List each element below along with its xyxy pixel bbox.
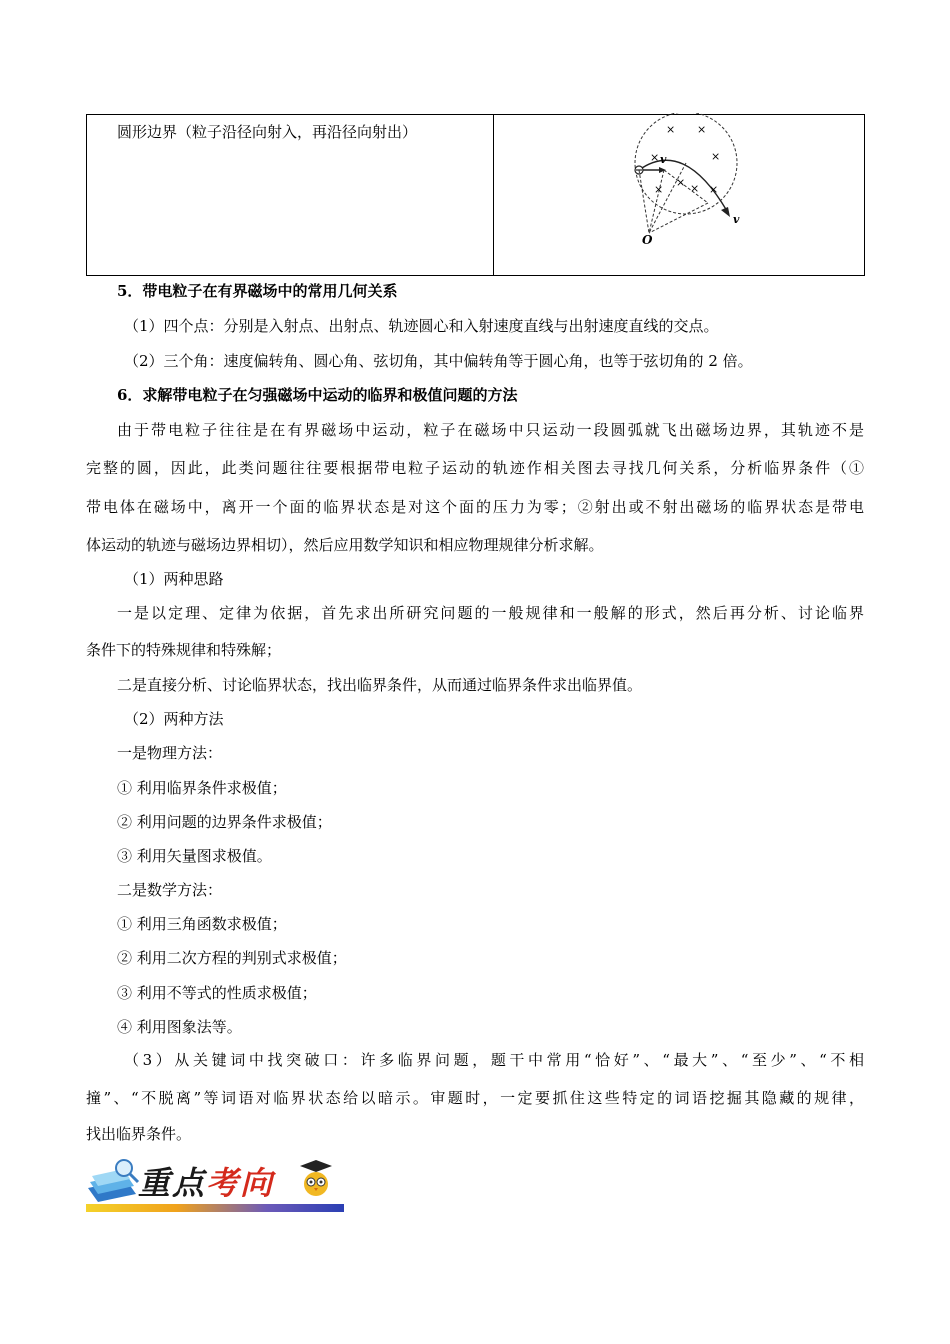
- chord-line: [664, 170, 708, 203]
- exit-arrow: [721, 207, 730, 217]
- sub1-title: （1）两种思路: [124, 570, 224, 588]
- section5-heading: 5．带电粒子在有界磁场中的常用几何关系: [117, 282, 398, 300]
- physics-method-item: ② 利用问题的边界条件求极值；: [117, 813, 332, 831]
- field-mark: ×: [697, 123, 707, 136]
- banner-underline: [86, 1204, 344, 1212]
- field-mark: ×: [711, 150, 721, 163]
- radius-line-entry: [639, 170, 649, 233]
- key-points-banner: [86, 1154, 344, 1214]
- math-method-item: ④ 利用图象法等。: [117, 1018, 242, 1036]
- physics-method-item: ① 利用临界条件求极值；: [117, 779, 287, 797]
- section5-point2: （2）三个角：速度偏转角、圆心角、弦切角，其中偏转角等于圆心角，也等于弦切角的 2 倍。: [124, 352, 753, 370]
- circular-boundary-label: 圆形边界（粒子沿径向射入，再沿径向射出）: [117, 123, 418, 141]
- boundary-table: [86, 114, 865, 276]
- field-mark: ×: [709, 183, 719, 196]
- math-method-item: ① 利用三角函数求极值；: [117, 915, 287, 933]
- table-row: [87, 115, 865, 276]
- banner-title: [138, 1158, 274, 1204]
- field-mark: ×: [654, 183, 664, 196]
- sub3-line: 撞”、“不脱离”等词语对临界状态给以暗示。审题时，一定要抓住这些特定的词语挖掘其隐藏的规律，: [86, 1089, 864, 1107]
- math-method-title: 二是数学方法：: [117, 881, 223, 899]
- field-mark: ×: [676, 176, 686, 189]
- circular-field-diagram: [604, 113, 744, 253]
- sub1-line: 条件下的特殊规律和特殊解；: [86, 641, 282, 659]
- table-cell-label: [87, 115, 494, 276]
- table-cell-figure: [494, 115, 865, 276]
- section5-point1: （1）四个点：分别是入射点、出射点、轨迹圆心和入射速度直线与出射速度直线的交点。: [124, 317, 719, 335]
- sub3-line: 找出临界条件。: [86, 1125, 192, 1143]
- intro-line: 体运动的轨迹与磁场边界相切），然后应用数学知识和相应物理规律分析求解。: [86, 536, 604, 554]
- aux-line: [649, 170, 664, 233]
- intro-line: 完整的圆，因此，此类问题往往要根据带电粒子运动的轨迹作相关图去寻找几何关系，分析临界条件（①: [86, 459, 864, 477]
- physics-method-title: 一是物理方法：: [117, 744, 223, 762]
- center-line: [649, 163, 686, 233]
- math-method-item: ③ 利用不等式的性质求极值；: [117, 984, 317, 1002]
- intro-line: 由于带电粒子往往是在有界磁场中运动，粒子在磁场中只运动一段圆弧就飞出磁场边界，其轨迹不是: [117, 421, 864, 439]
- velocity-label: v: [660, 153, 667, 166]
- sub3-line: （3）从关键词中找突破口：许多临界问题，题干中常用“恰好”、“最大”、“至少”、“不相: [124, 1051, 864, 1069]
- banner-text-accent: 考向: [206, 1164, 275, 1202]
- field-mark: ×: [666, 123, 676, 136]
- intro-line: 带电体在磁场中，离开一个面的临界状态是对这个面的压力为零；②射出或不射出磁场的临界状态是带电: [86, 498, 864, 516]
- radius-line-exit: [649, 203, 708, 233]
- sub1-line: 二是直接分析、讨论临界状态，找出临界条件，从而通过临界条件求出临界值。: [117, 676, 643, 694]
- entry-arrow: [659, 167, 666, 173]
- physics-method-item: ③ 利用矢量图求极值。: [117, 847, 272, 865]
- sub1-line: 一是以定理、定律为依据，首先求出所研究问题的一般规律和一般解的形式，然后再分析、讨论临界: [117, 604, 864, 622]
- center-label: O: [642, 233, 653, 247]
- velocity-label: v: [733, 213, 740, 226]
- sub2-title: （2）两种方法: [124, 710, 224, 728]
- field-mark: ×: [650, 151, 660, 164]
- section6-heading: 6．求解带电粒子在匀强磁场中运动的临界和极值问题的方法: [117, 386, 518, 404]
- field-mark: ×: [690, 182, 700, 195]
- math-method-item: ② 利用二次方程的判别式求极值；: [117, 949, 347, 967]
- banner-text-primary: 重点: [138, 1164, 207, 1202]
